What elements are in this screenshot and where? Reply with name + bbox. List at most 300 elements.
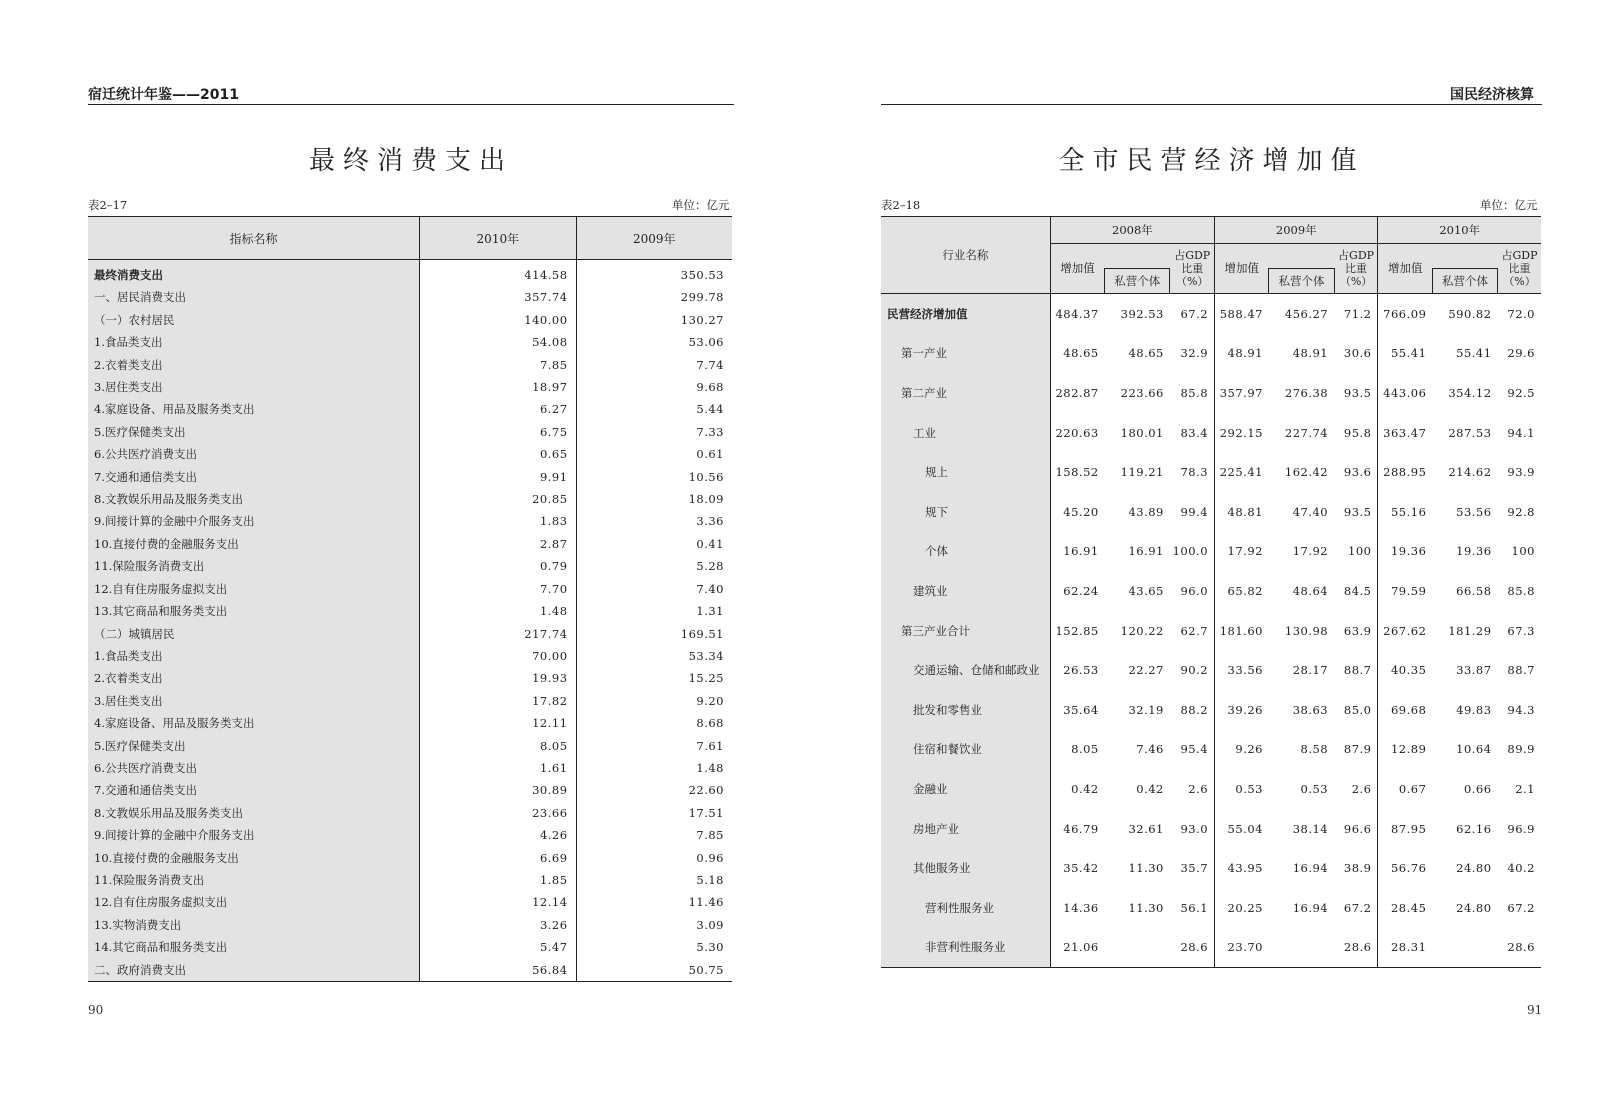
value-added-2009: 33.56: [1227, 663, 1263, 678]
header-rule-left: [88, 104, 734, 105]
table-row: [88, 398, 732, 420]
value-private-2009: 48.64: [1292, 583, 1329, 598]
row-label: 10.直接付费的金融服务支出: [88, 533, 420, 555]
value-2009: 0.96: [696, 850, 724, 865]
value-pct-2008: 78.3: [1170, 452, 1215, 492]
value-2010: 1.85: [420, 869, 576, 891]
value-pct-2010: 100: [1511, 544, 1535, 559]
value-private-2010: 19.36: [1456, 544, 1492, 559]
value-pct-2009: 30.6: [1334, 334, 1378, 374]
value-private-2008: 43.65: [1128, 583, 1164, 598]
row-label: 房地产业: [881, 809, 1050, 849]
column-header-2010: 2010年: [1378, 217, 1541, 244]
row-label: 其他服务业: [881, 848, 1050, 888]
consumption-table: [88, 216, 732, 982]
value-private-2010: 53.56: [1456, 504, 1492, 519]
table-number-right: 表2–18: [881, 198, 921, 212]
value-private-2010: 33.87: [1456, 663, 1492, 678]
value-pct-2008: 83.4: [1170, 413, 1215, 453]
table-row: [88, 667, 732, 689]
value-private-2010: 214.62: [1448, 465, 1492, 480]
page-title-left: 最终消费支出: [308, 146, 513, 176]
table-row: [88, 421, 732, 443]
value-private-2008: 223.66: [1120, 385, 1164, 400]
value-private-2010: 62.16: [1456, 821, 1492, 836]
value-pct-2008: 62.7: [1170, 611, 1215, 651]
table-row: [88, 847, 732, 869]
column-header-2009: 2009年: [576, 217, 732, 260]
table-row: [881, 730, 1541, 770]
value-2009: 5.30: [696, 940, 724, 955]
value-2010: 3.26: [420, 914, 576, 936]
row-label: 7.交通和通信类支出: [88, 466, 420, 488]
value-2010: 18.97: [420, 376, 576, 398]
value-pct-2009: 67.2: [1334, 888, 1378, 928]
row-label: 10.直接付费的金融服务支出: [88, 847, 420, 869]
value-added-2009: 39.26: [1227, 702, 1263, 717]
row-label: 9.间接计算的金融中介服务支出: [88, 510, 420, 532]
value-pct-2009: 28.6: [1334, 928, 1378, 968]
value-2009: 169.51: [680, 626, 724, 641]
table-row: [88, 354, 732, 376]
table-row: [88, 712, 732, 734]
value-2010: 17.82: [420, 690, 576, 712]
value-2009: 7.61: [696, 738, 724, 753]
value-added-2010: 55.41: [1390, 346, 1427, 361]
value-added-2008: 21.06: [1050, 928, 1104, 968]
value-added-2009: 0.53: [1235, 781, 1263, 796]
row-label: 规下: [881, 492, 1050, 532]
value-added-2008: 158.52: [1055, 465, 1099, 480]
value-pct-2010: 2.1: [1515, 781, 1535, 796]
column-header-added-2009: 增加值: [1215, 244, 1269, 294]
value-private-2010: 24.80: [1456, 900, 1492, 915]
value-added-2010: 766.09: [1383, 306, 1427, 321]
table-row: [88, 600, 732, 622]
table-header-years: [881, 217, 1541, 244]
header-spacer: [1432, 244, 1497, 269]
value-2010: 1.48: [420, 600, 576, 622]
page-number-left: 90: [88, 1003, 104, 1017]
value-pct-2009: 93.5: [1334, 492, 1378, 532]
value-private-2010: 55.41: [1456, 346, 1492, 361]
value-2009: 7.33: [696, 424, 724, 439]
table-row: [881, 611, 1541, 651]
value-pct-2009: 95.8: [1334, 413, 1378, 453]
table-row: [88, 690, 732, 712]
value-private-2008: 11.30: [1128, 861, 1164, 876]
value-2010: 19.93: [420, 667, 576, 689]
row-label: 5.医疗保健类支出: [88, 421, 420, 443]
value-2010: 4.26: [420, 824, 576, 846]
value-pct-2008: 35.7: [1170, 848, 1215, 888]
value-added-2010: 363.47: [1383, 425, 1427, 440]
value-2009: 5.28: [696, 559, 724, 574]
row-label: 2.衣着类支出: [88, 354, 420, 376]
value-private-2008: 32.61: [1128, 821, 1164, 836]
pct-line3: （%）: [1175, 275, 1209, 288]
value-added-2010: 267.62: [1383, 623, 1427, 638]
table-row: [88, 488, 732, 510]
value-2009: 5.18: [696, 872, 724, 887]
header-rule-right: [881, 104, 1542, 105]
value-private-2009: [1269, 928, 1334, 968]
value-pct-2008: 28.6: [1170, 928, 1215, 968]
row-label: 建筑业: [881, 571, 1050, 611]
row-label: 9.间接计算的金融中介服务支出: [88, 824, 420, 846]
value-2009: 15.25: [688, 671, 724, 686]
pct-line1: 占GDP: [1338, 249, 1375, 262]
header-spacer: [1105, 244, 1170, 269]
value-private-2009: 28.17: [1292, 663, 1329, 678]
value-private-2009: 48.91: [1292, 346, 1329, 361]
value-private-2009: 16.94: [1292, 900, 1329, 915]
column-header-pct-2008: [1170, 244, 1215, 294]
value-private-2008: 0.42: [1136, 781, 1164, 796]
value-2009: 1.48: [696, 760, 724, 775]
value-pct-2009: 88.7: [1334, 650, 1378, 690]
value-2010: 414.58: [420, 260, 576, 287]
row-label: 12.自有住房服务虚拟支出: [88, 578, 420, 600]
value-pct-2008: 67.2: [1170, 294, 1215, 334]
value-private-2010: 24.80: [1456, 861, 1492, 876]
value-pct-2008: 2.6: [1170, 769, 1215, 809]
value-pct-2010: 40.2: [1507, 861, 1535, 876]
table-row: [88, 466, 732, 488]
row-label: 8.文教娱乐用品及服务类支出: [88, 802, 420, 824]
value-2009: 130.27: [680, 312, 724, 327]
value-added-2009: 55.04: [1227, 821, 1263, 836]
value-added-2009: 292.15: [1219, 425, 1263, 440]
value-added-2008: 62.24: [1063, 583, 1099, 598]
value-pct-2008: 90.2: [1170, 650, 1215, 690]
value-added-2010: 443.06: [1383, 385, 1427, 400]
row-label: （一）农村居民: [88, 309, 420, 331]
table-row: [88, 802, 732, 824]
value-pct-2008: 85.8: [1170, 373, 1215, 413]
table-row: [881, 848, 1541, 888]
value-pct-2009: 85.0: [1334, 690, 1378, 730]
value-added-2010: 69.68: [1390, 702, 1427, 717]
table-row: [88, 331, 732, 353]
value-2009: 9.20: [696, 693, 724, 708]
value-added-2008: 26.53: [1063, 663, 1099, 678]
value-2009: 7.85: [696, 828, 724, 843]
row-label: 交通运输、仓储和邮政业: [881, 650, 1050, 690]
value-private-2008: 120.22: [1120, 623, 1164, 638]
row-label: 金融业: [881, 769, 1050, 809]
value-added-2009: 588.47: [1219, 306, 1263, 321]
value-2010: 0.79: [420, 555, 576, 577]
value-2010: 23.66: [420, 802, 576, 824]
row-label: 非营利性服务业: [881, 928, 1050, 968]
value-added-2008: 484.37: [1055, 306, 1099, 321]
value-2010: 9.91: [420, 466, 576, 488]
row-label: 14.其它商品和服务类支出: [88, 936, 420, 958]
value-pct-2010: 67.3: [1507, 623, 1535, 638]
row-label: 营利性服务业: [881, 888, 1050, 928]
row-label: 13.其它商品和服务类支出: [88, 600, 420, 622]
value-2009: 11.46: [688, 895, 724, 910]
row-label: 1.食品类支出: [88, 645, 420, 667]
table-row: [881, 928, 1541, 968]
table-row: [88, 578, 732, 600]
value-2009: 8.68: [696, 716, 724, 731]
value-private-2010: 66.58: [1456, 583, 1492, 598]
column-header-private-2009: 私营个体: [1269, 269, 1334, 294]
value-added-2008: 14.36: [1063, 900, 1099, 915]
row-label: 11.保险服务消费支出: [88, 869, 420, 891]
table-row: [881, 532, 1541, 572]
table-number-left: 表2–17: [88, 198, 128, 212]
value-private-2009: 456.27: [1284, 306, 1329, 321]
value-2010: 6.69: [420, 847, 576, 869]
table-row: [88, 869, 732, 891]
value-added-2010: 28.31: [1378, 928, 1432, 968]
value-private-2009: 8.58: [1300, 742, 1329, 757]
row-label: 第二产业: [881, 373, 1050, 413]
value-private-2010: [1432, 928, 1497, 968]
value-pct-2010: 85.8: [1507, 583, 1535, 598]
row-label: 第三产业合计: [881, 611, 1050, 651]
value-pct-2008: 88.2: [1170, 690, 1215, 730]
value-private-2010: 10.64: [1456, 742, 1492, 757]
row-label: 8.文教娱乐用品及服务类支出: [88, 488, 420, 510]
value-private-2008: 32.19: [1128, 702, 1164, 717]
value-2010: 7.70: [420, 578, 576, 600]
value-pct-2010: 28.6: [1498, 928, 1541, 968]
row-label: 11.保险服务消费支出: [88, 555, 420, 577]
value-pct-2010: 94.1: [1507, 425, 1535, 440]
value-2010: 12.11: [420, 712, 576, 734]
value-added-2009: 43.95: [1227, 861, 1263, 876]
value-pct-2010: 67.2: [1507, 900, 1535, 915]
value-private-2009: 16.94: [1292, 861, 1329, 876]
value-private-2009: 38.14: [1292, 821, 1329, 836]
value-2009: 299.78: [680, 290, 724, 305]
row-label: 4.家庭设备、用品及服务类支出: [88, 398, 420, 420]
value-added-2010: 87.95: [1390, 821, 1427, 836]
row-label: 6.公共医疗消费支出: [88, 757, 420, 779]
pct-line2: 比重: [1181, 262, 1204, 275]
column-header-added-2010: 增加值: [1378, 244, 1432, 294]
row-label: 规上: [881, 452, 1050, 492]
value-added-2009: 48.91: [1227, 346, 1263, 361]
table-row: [88, 260, 732, 287]
value-private-2009: 38.63: [1292, 702, 1329, 717]
value-pct-2010: 92.8: [1507, 504, 1535, 519]
value-added-2010: 55.16: [1390, 504, 1427, 519]
column-header-2010: 2010年: [420, 217, 576, 260]
value-2009: 5.44: [696, 402, 724, 417]
value-pct-2009: 87.9: [1334, 730, 1378, 770]
value-2009: 0.41: [696, 536, 724, 551]
value-private-2009: 130.98: [1284, 623, 1329, 638]
row-label: 1.食品类支出: [88, 331, 420, 353]
left-page: [0, 0, 790, 1099]
value-pct-2009: 93.6: [1334, 452, 1378, 492]
table-row: [881, 334, 1541, 374]
table-row: [88, 824, 732, 846]
value-2009: 10.56: [688, 469, 724, 484]
column-header-private-2010: 私营个体: [1432, 269, 1497, 294]
table-row: [88, 735, 732, 757]
value-added-2009: 20.25: [1227, 900, 1263, 915]
value-2010: 54.08: [420, 331, 576, 353]
table-row: [88, 286, 732, 308]
column-header-pct-2010: [1498, 244, 1541, 294]
table-row: [881, 571, 1541, 611]
column-header-2008: 2008年: [1050, 217, 1214, 244]
value-pct-2009: 96.6: [1334, 809, 1378, 849]
value-private-2010: 354.12: [1448, 385, 1492, 400]
value-private-2008: 16.91: [1128, 544, 1164, 559]
value-pct-2009: 84.5: [1334, 571, 1378, 611]
value-2009: 18.09: [688, 492, 724, 507]
value-2009: 7.74: [696, 357, 724, 372]
column-header-industry: 行业名称: [881, 217, 1050, 294]
value-added-2008: 282.87: [1055, 385, 1099, 400]
column-header-pct-2009: [1334, 244, 1378, 294]
value-added-2008: 152.85: [1055, 623, 1099, 638]
table-row: [88, 376, 732, 398]
running-head-left: 宿迁统计年鉴——2011: [88, 87, 239, 103]
table-row: [88, 779, 732, 801]
value-private-2008: 180.01: [1120, 425, 1164, 440]
value-added-2009: 48.81: [1227, 504, 1263, 519]
value-private-2009: 227.74: [1284, 425, 1329, 440]
table-row: [88, 510, 732, 532]
value-2009: 53.34: [688, 648, 724, 663]
value-2009: 1.31: [696, 604, 724, 619]
value-pct-2009: 63.9: [1334, 611, 1378, 651]
table-row: [88, 891, 732, 913]
row-label: 住宿和餐饮业: [881, 730, 1050, 770]
pct-line1: 占GDP: [1174, 249, 1211, 262]
page-title-right: 全市民营经济增加值: [1058, 146, 1365, 176]
value-added-2008: 48.65: [1063, 346, 1099, 361]
value-2010: 1.83: [420, 510, 576, 532]
table-row: [88, 645, 732, 667]
row-label: 最终消费支出: [88, 260, 420, 287]
table-row: [88, 914, 732, 936]
value-private-2010: 590.82: [1448, 306, 1492, 321]
value-2009: 350.53: [680, 268, 724, 282]
value-added-2009: 9.26: [1235, 742, 1263, 757]
value-private-2009: 0.53: [1300, 781, 1329, 796]
value-added-2009: 225.41: [1219, 465, 1263, 480]
value-pct-2010: 93.9: [1507, 465, 1535, 480]
table-row: [88, 623, 732, 645]
table-row: [88, 555, 732, 577]
pct-line2: 比重: [1345, 262, 1368, 275]
value-added-2010: 40.35: [1390, 663, 1427, 678]
table-row: [881, 373, 1541, 413]
value-2010: 8.05: [420, 735, 576, 757]
value-pct-2010: 92.5: [1507, 385, 1535, 400]
value-added-2009: 65.82: [1227, 583, 1263, 598]
private-economy-table: [881, 216, 1541, 968]
value-pct-2009: 100: [1334, 532, 1378, 572]
value-pct-2010: 72.0: [1507, 306, 1535, 321]
value-private-2009: 276.38: [1284, 385, 1329, 400]
value-2010: 12.14: [420, 891, 576, 913]
table-row: [88, 309, 732, 331]
value-private-2008: [1105, 928, 1170, 968]
row-label: 7.交通和通信类支出: [88, 779, 420, 801]
table-row: [881, 294, 1541, 334]
header-spacer: [1269, 244, 1334, 269]
value-pct-2010: 88.7: [1507, 663, 1535, 678]
value-2010: 1.61: [420, 757, 576, 779]
value-added-2009: 357.97: [1219, 385, 1263, 400]
value-added-2010: 0.67: [1398, 781, 1427, 796]
value-added-2010: 79.59: [1390, 583, 1427, 598]
pct-line3: （%）: [1503, 275, 1536, 288]
value-pct-2008: 100.0: [1170, 532, 1215, 572]
value-added-2009: 17.92: [1227, 544, 1263, 559]
value-pct-2008: 96.0: [1170, 571, 1215, 611]
value-2009: 0.61: [696, 447, 724, 462]
value-added-2008: 45.20: [1063, 504, 1099, 519]
value-2010: 6.27: [420, 398, 576, 420]
table-row: [88, 757, 732, 779]
value-pct-2010: 96.9: [1507, 821, 1535, 836]
row-label: 4.家庭设备、用品及服务类支出: [88, 712, 420, 734]
value-added-2010: 28.45: [1390, 900, 1427, 915]
value-pct-2008: 95.4: [1170, 730, 1215, 770]
table-row: [881, 413, 1541, 453]
value-2009: 17.51: [688, 805, 724, 820]
value-2009: 9.68: [696, 380, 724, 395]
value-private-2010: 181.29: [1448, 623, 1492, 638]
value-2010: 56.84: [420, 959, 576, 982]
value-added-2010: 56.76: [1390, 861, 1427, 876]
value-added-2008: 16.91: [1063, 544, 1099, 559]
value-2010: 2.87: [420, 533, 576, 555]
value-private-2010: 0.66: [1463, 781, 1492, 796]
value-added-2008: 46.79: [1063, 821, 1099, 836]
value-added-2010: 19.36: [1390, 544, 1427, 559]
page-number-right: 91: [1527, 1003, 1543, 1017]
value-added-2008: 35.42: [1063, 861, 1099, 876]
value-private-2009: 47.40: [1292, 504, 1329, 519]
unit-label-left: 单位：亿元: [672, 198, 730, 212]
column-header-private-2008: 私营个体: [1105, 269, 1170, 294]
value-added-2009: 181.60: [1219, 623, 1263, 638]
value-pct-2008: 56.1: [1170, 888, 1215, 928]
row-label: 5.医疗保健类支出: [88, 735, 420, 757]
table-row: [881, 809, 1541, 849]
pct-line3: （%）: [1339, 275, 1373, 288]
table-row: [88, 443, 732, 465]
value-2009: 3.09: [696, 917, 724, 932]
value-private-2008: 119.21: [1120, 465, 1164, 480]
value-private-2008: 392.53: [1120, 306, 1164, 321]
table-row: [881, 452, 1541, 492]
value-added-2009: 23.70: [1215, 928, 1269, 968]
value-2010: 70.00: [420, 645, 576, 667]
table-row: [881, 769, 1541, 809]
table-row: [881, 492, 1541, 532]
value-2010: 5.47: [420, 936, 576, 958]
right-page: [790, 0, 1609, 1099]
value-pct-2009: 93.5: [1334, 373, 1378, 413]
value-2010: 140.00: [420, 309, 576, 331]
column-header-name: 指标名称: [88, 217, 420, 260]
table-row: [881, 888, 1541, 928]
value-pct-2008: 32.9: [1170, 334, 1215, 374]
